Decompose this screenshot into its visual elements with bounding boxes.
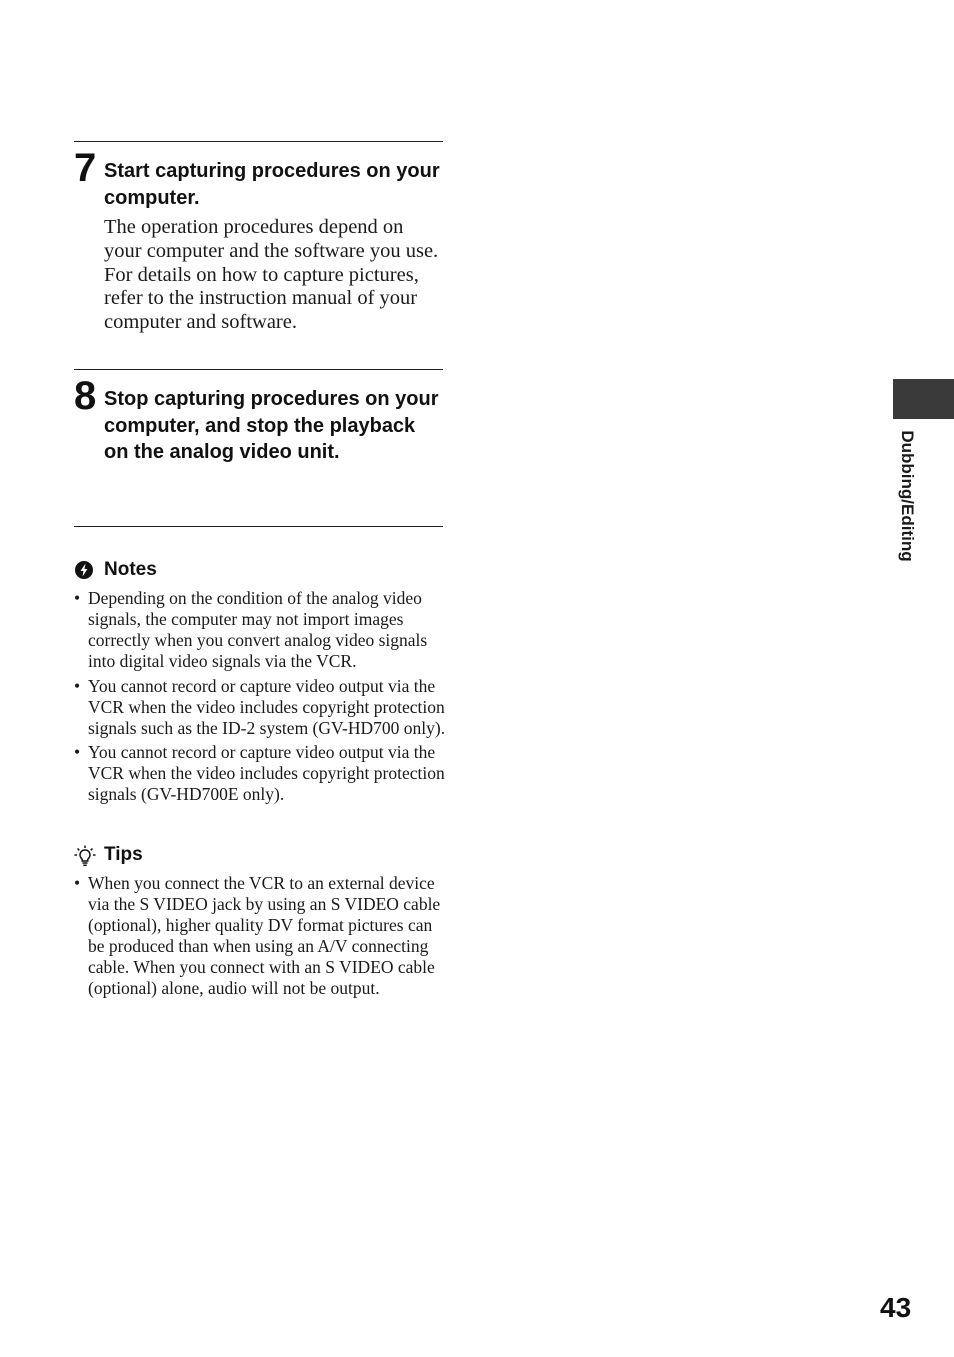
list-item <box>74 742 446 805</box>
lightbulb-icon <box>74 845 94 865</box>
notes-heading-label: Notes <box>104 559 157 580</box>
note-text: You cannot record or capture video output via the VCR when the video includes copyright protection signals (GV-HD700E only). <box>88 742 445 804</box>
bullet: • <box>74 588 81 608</box>
notes-icon <box>74 560 94 580</box>
list-item <box>74 588 446 672</box>
tip-text: When you connect the VCR to an external device via the S VIDEO jack by using an S VIDEO cable (optional), higher quality DV format pictures can be produced than when using an A/V connecting cable. When you connect with an S VIDEO cable (optional) alone, audio will not be output. <box>88 873 441 998</box>
note-text: You cannot record or capture video output via the VCR when the video includes copyright protection signals such as the ID-2 system (GV-HD700 only). <box>88 675 446 738</box>
tips-list <box>74 873 446 1003</box>
bullet: • <box>74 873 81 893</box>
divider-top <box>74 141 443 142</box>
list-item <box>74 676 446 739</box>
divider-bottom <box>74 526 443 527</box>
step-number: 8 <box>74 374 97 418</box>
step-title: Stop capturing procedures on your computer, and stop the playback on the analog video unit. <box>104 388 439 463</box>
bullet: • <box>74 742 81 762</box>
chapter-tab <box>893 379 954 419</box>
divider-middle <box>74 369 443 370</box>
page-number: 43 <box>880 1292 912 1323</box>
bullet: • <box>74 675 81 696</box>
list-item <box>74 873 446 999</box>
step-number: 7 <box>74 146 97 190</box>
step-title: Start capturing procedures on your computer. <box>104 160 440 209</box>
notes-list <box>74 588 446 809</box>
note-text: Depending on the condition of the analog video signals, the computer may not import images correctly when you convert analog video signals into digital video signals via the VCR. <box>88 588 428 671</box>
chapter-label: Dubbing/Editing <box>898 430 917 562</box>
tips-heading <box>74 843 444 867</box>
tips-heading-label: Tips <box>104 844 143 865</box>
notes-heading <box>74 558 444 582</box>
step-body: The operation procedures depend on your computer and the software you use. For details on how to capture pictures, refer to the instruction manual of your computer and software. <box>104 216 439 334</box>
